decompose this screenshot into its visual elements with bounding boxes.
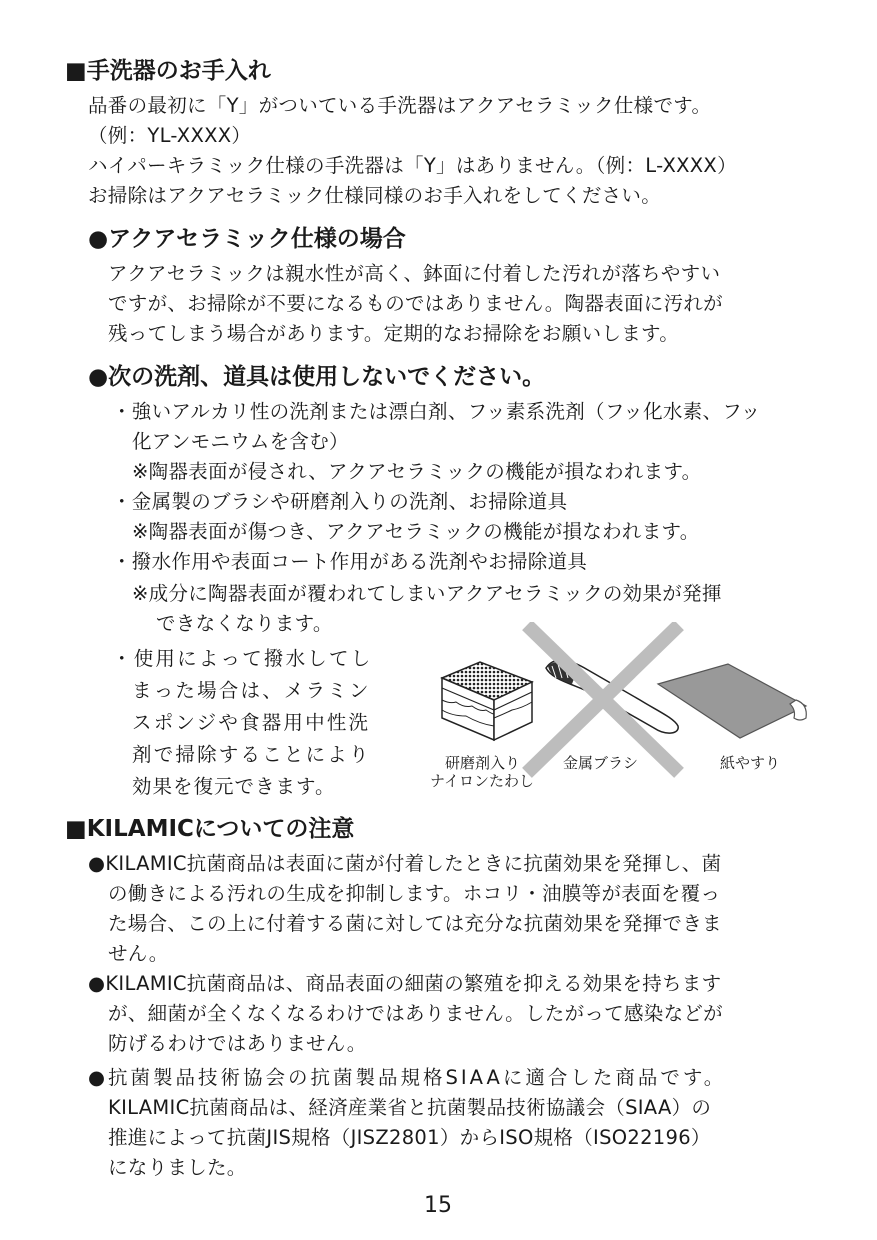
paragraph-line: になりました。 (108, 1156, 247, 1179)
subheading-do-not-use: ●次の洗剤、道具は使用しないでください。 (88, 364, 546, 390)
paragraph-line: KILAMIC抗菌商品は、経済産業省と抗菌製品技術協議会（SIAA）の (108, 1096, 712, 1119)
paragraph-line: お掃除はアクアセラミック仕様同様のお手入れをしてください。 (88, 184, 662, 207)
bullet-item: ・使用によって撥水してし (112, 647, 373, 670)
paragraph-line: ●KILAMIC抗菌商品は、商品表面の細菌の繁殖を抑える効果を持ちます (88, 972, 722, 995)
paragraph-line: （例：YL-XXXX） (88, 124, 252, 147)
paragraph-line: 残ってしまう場合があります。定期的なお掃除をお願いします。 (108, 322, 680, 345)
paragraph-line: 防げるわけではありません。 (108, 1032, 367, 1055)
nylon-scrub-sponge-icon (442, 662, 532, 740)
paragraph-line: 品番の最初に「Y」がついている手洗器はアクアセラミック仕様です。 (88, 94, 712, 117)
bullet-item: ・金属製のブラシや研磨剤入りの洗剤、お掃除道具 (112, 490, 568, 513)
bullet-item: ・撥水作用や表面コート作用がある洗剤やお掃除道具 (112, 550, 588, 573)
bullet-note: ※陶器表面が侵され、アクアセラミックの機能が損なわれます。 (132, 460, 702, 483)
paragraph-line: ハイパーキラミック仕様の手洗器は「Y」はありません。（例：L-XXXX） (88, 154, 737, 177)
paragraph-line: が、細菌が全くなくなるわけではありません。したがって感染などが (108, 1002, 723, 1025)
caption-sponge-line2: ナイロンたわし (430, 772, 534, 790)
page-number: 15 (424, 1193, 452, 1218)
paragraph-line: の働きによる汚れの生成を抑制します。ホコリ・油膜等が表面を覆っ (108, 882, 721, 905)
caption-metal-brush: 金属ブラシ (563, 754, 639, 772)
paragraph-line: た場合、この上に付着する菌に対しては充分な抗菌効果を発揮できま (108, 912, 722, 935)
bullet-item-cont: スポンジや食器用中性洗 (132, 711, 371, 734)
bullet-item-cont: 剤で掃除することにより (132, 743, 371, 766)
bullet-item-cont: まった場合は、メラミン (132, 679, 371, 702)
paragraph-line: アクアセラミックは親水性が高く、鉢面に付着した汚れが落ちやすい (108, 262, 721, 285)
bullet-note: ※陶器表面が傷つき、アクアセラミックの機能が損なわれます。 (132, 520, 700, 543)
bullet-note: ※成分に陶器表面が覆われてしまいアクアセラミックの効果が発揮 (132, 582, 722, 605)
sandpaper-icon (658, 664, 806, 738)
caption-sandpaper: 紙やすり (720, 754, 781, 772)
caption-sponge-line1: 研磨剤入り (445, 754, 521, 772)
paragraph-line: ●KILAMIC抗菌商品は表面に菌が付着したときに抗菌効果を発揮し、菌 (88, 852, 722, 875)
paragraph-line: ですが、お掃除が不要になるものではありません。陶器表面に汚れが (108, 292, 723, 315)
bullet-item-cont: 効果を復元できます。 (132, 775, 336, 798)
paragraph-line: せん。 (108, 942, 169, 965)
bullet-item: ・強いアルカリ性の洗剤または漂白剤、フッ素系洗剤（フッ化水素、フッ (112, 400, 761, 423)
prohibited-cross-icon (532, 630, 674, 768)
paragraph-line: ●抗菌製品技術協会の抗菌製品規格SIAAに適合した商品です。 (88, 1066, 727, 1089)
section-heading-care: ■手洗器のお手入れ (65, 58, 271, 84)
bullet-item-cont: 化アンモニウムを含む） (132, 430, 349, 453)
bullet-note-cont: できなくなります。 (156, 612, 333, 635)
subheading-aqua-ceramic: ●アクアセラミック仕様の場合 (88, 226, 406, 252)
paragraph-line: 推進によって抗菌JIS規格（JISZ2801）からISO規格（ISO22196） (108, 1126, 711, 1149)
section-heading-kilamic: ■KILAMICについての注意 (65, 816, 355, 842)
